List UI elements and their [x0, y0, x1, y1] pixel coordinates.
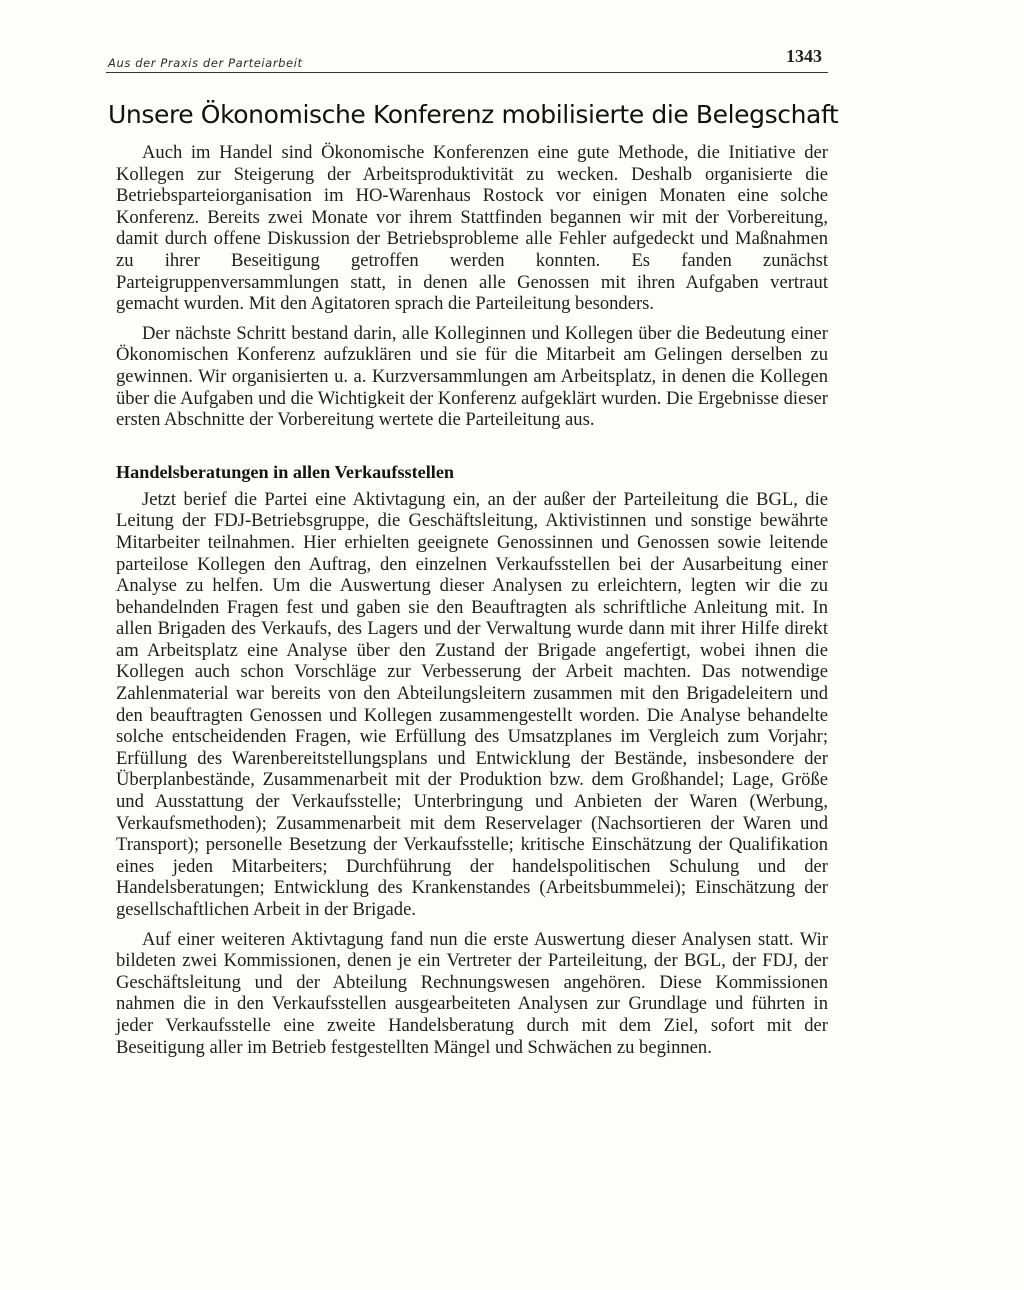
paragraph-2: Der nächste Schritt bestand darin, alle Kolleginnen und Kollegen über die Bedeutung einer Ökonomischen Konferenz aufzuklären und sie für die Mitarbeit am Gelingen derselben zu gewinnen. Wir organisierten u. a. Kurzversammlungen am Arbeitsplatz, in denen die Kollegen über die Aufgaben und die Wichtigkeit der Konferenz aufgeklärt wurden. Die Ergebnisse dieser ersten Abschnitte der Vorbereitung wertete die Parteileitung aus.	[116, 322, 828, 431]
header-rule	[106, 72, 828, 73]
section-heading: Handelsberatungen in allen Verkaufsstellen	[116, 461, 455, 482]
paragraph-3: Jetzt berief die Partei eine Aktivtagung ein, an der außer der Parteileitung die BGL, die Leitung der FDJ-Betriebsgruppe, die Geschäftsleitung, Aktivistinnen und sonstige bewährte Mitarbeiter teilnahmen. Hier erhielten geeignete Genossinnen und Genossen sowie leitende parteilose Kollegen den Auftrag, den einzelnen Verkaufsstellen bei der Ausarbeitung einer Analyse zu helfen. Um die Auswertung dieser Analysen zu erleichtern, legten wir die zu behandelnden Fragen fest und gaben sie den Beauftragten als schriftliche Anleitung mit. In allen Brigaden des Verkaufs, des Lagers und der Verwaltung wurde dann mit ihrer Hilfe direkt am Arbeitsplatz eine Analyse über den Zustand der Brigade angefertigt, wobei ihnen die Kollegen auch schon Vorschläge zur Verbesserung der Arbeit machten. Das notwendige Zahlenmaterial war bereits von den Abteilungsleitern zusammen mit den Brigadeleitern und den beauftragten Genossen und Kollegen zusammengestellt worden. Die Analyse behandelte solche entscheidenden Fragen, wie Erfüllung des Umsatzplanes im Vergleich zum Vorjahr; Erfüllung des Warenbereitstellungsplans und Entwicklung der Bestände, insbesondere der Überplanbestände, Zusammenarbeit mit der Produktion bzw. dem Großhandel; Lage, Größe und Ausstattung der Verkaufsstelle; Unterbringung und Anbieten der Waren (Werbung, Verkaufsmethoden); Zusammenarbeit mit dem Reservelager (Nachsortieren der Waren und Transport); personelle Besetzung der Verkaufsstelle; kritische Einschätzung der Qualifikation eines jeden Mitarbeiters; Durchführung der handelspolitischen Schulung und der Handelsberatungen; Entwicklung des Krankenstandes (Arbeitsbummelei); Einschätzung der gesellschaftlichen Arbeit in der Brigade.	[116, 488, 828, 920]
paragraph-4: Auf einer weiteren Aktivtagung fand nun die erste Auswertung dieser Analysen statt. Wir bildeten zwei Kommissionen, denen je ein Vertreter der Parteileitung, der BGL, der FDJ, der Geschäftsleitung und der Abteilung Rechnungswesen angehören. Diese Kommissionen nahmen die in den Verkaufsstellen ausgearbeiteten Analysen zur Grundlage und führten in jeder Verkaufsstelle eine zweite Handelsberatung durch mit dem Ziel, sofort mit der Beseitigung aller im Betrieb festgestellten Mängel und Schwächen zu beginnen.	[116, 928, 828, 1058]
article-title: Unsere Ökonomische Konferenz mobilisierte die Belegschaft	[108, 100, 839, 129]
paragraph-1: Auch im Handel sind Ökonomische Konferenzen eine gute Methode, die Initiative der Kollegen zur Steigerung der Arbeitsproduktivität zu wecken. Deshalb organisierte die Betriebsparteiorganisation im HO-Warenhaus Rostock vor einigen Monaten eine solche Konferenz. Bereits zwei Monate vor ihrem Stattfinden begannen wir mit der Vorbereitung, damit durch offene Diskussion der Betriebsprobleme alle Fehler aufgedeckt und Maßnahmen zu ihrer Beseitigung getroffen werden konnten. Es fanden zunächst Parteigruppenversammlungen statt, in denen alle Genossen mit ihren Aufgaben vertraut gemacht wurden. Mit den Agitatoren sprach die Parteileitung besonders.	[116, 142, 828, 315]
article-body	[116, 142, 828, 1066]
page-number: 1343	[786, 46, 822, 66]
running-head: Aus der Praxis der Parteiarbeit	[108, 56, 303, 70]
